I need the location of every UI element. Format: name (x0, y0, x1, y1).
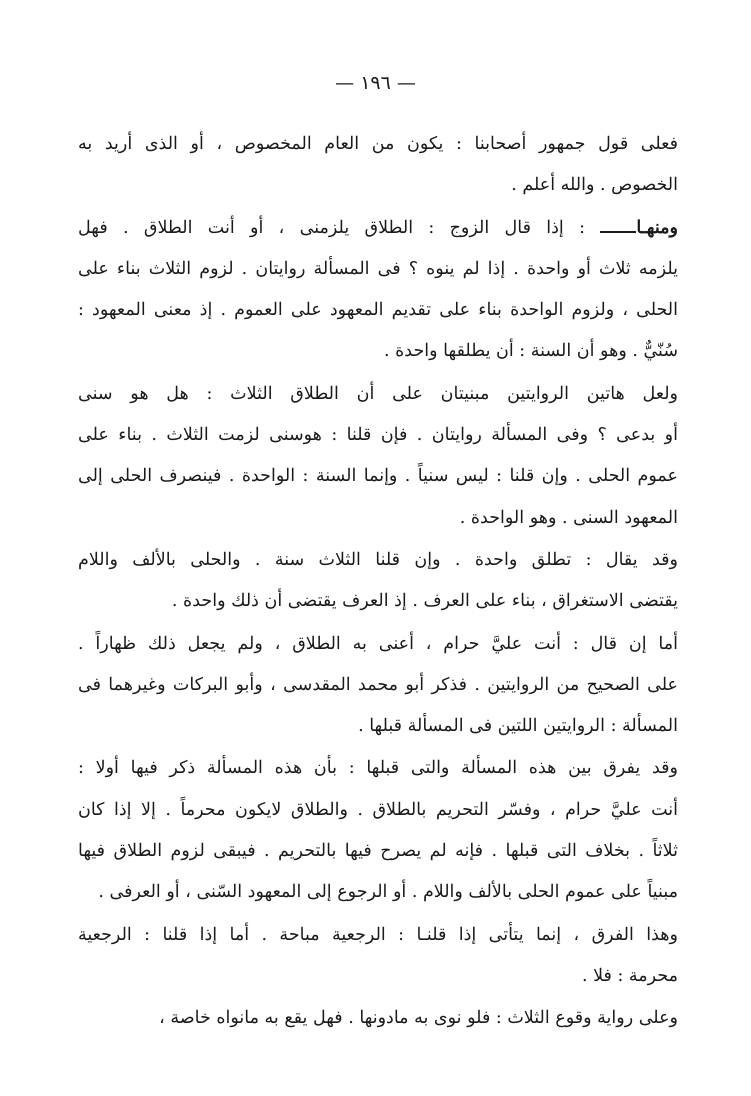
text-line: أنت عليَّ حرام ، وفسّر التحريم بالطلاق . والطلاق لايكون محرماً . إلا إذا كان (78, 799, 678, 820)
text-line: أما إن قال : أنت عليَّ حرام ، أعنى به الطلاق ، ولم يجعل ذلك ظهاراً . (78, 633, 678, 654)
page-number: — ١٩٦ — (335, 72, 416, 94)
text-line: محرمة : فلا . (581, 965, 678, 986)
paragraph (78, 624, 678, 749)
text-line: يلزمه ثلاث أو واحدة . إذا لم ينوه ؟ فى المسألة روايتان . لزوم الثلاث بناء على (78, 258, 678, 279)
paragraph (78, 998, 678, 1040)
paragraph (78, 748, 678, 914)
text-line: وقد يقال : تطلق واحدة . وإن قلنا الثلاث سنة . والحلى بالألف واللام (78, 549, 678, 570)
text-line: مبنياً على عموم الحلى بالألف واللام . أو الرجوع إلى المعهود السّنى ، أو العرفى . (98, 882, 678, 903)
text-line: وهذا الفرق ، إنما يتأتى إذا قلنـا : الرجعية مباحة . أما إذا قلنا : الرجعية (78, 924, 678, 945)
section-heading-word: ومنهـا (636, 217, 678, 238)
paragraph (78, 208, 678, 374)
text-line: سُنّيٌّ . وهو أن السنة : أن يطلقها واحدة . (384, 341, 678, 362)
paragraph (78, 540, 678, 624)
text-line: ولعل هاتين الروايتين مبنيتان على أن الطلاق الثلاث : هل هو سنى (78, 383, 678, 404)
text-line-rest: : إذا قال الزوج : الطلاق يلزمنى ، أو أنت الطلاق . فهل (78, 217, 586, 238)
text-line: المسألة : الروايتين اللتين فى المسألة قبلها . (358, 716, 678, 737)
text-line: يقتضى الاستغراق ، بناء على العرف . إذ العرف يقتضى أن ذلك واحدة . (171, 591, 678, 612)
text-line: فعلى قول جمهور أصحابنا : يكون من العام المخصوص ، أو الذى أريد به (78, 134, 678, 154)
body-text (78, 124, 678, 1041)
text-line: ثلاثاً . بخلاف التى قبلها . فإنه لم يصرح فيها بالتحريم . فيبقى لزوم الطلاق فيها (78, 841, 678, 862)
text-line: أو بدعى ؟ وفى المسألة روايتان . فإن قلنا : هوسنى لزمت الثلاث . بناء على (78, 425, 678, 446)
text-line: المعهود السنى . وهو الواحدة . (459, 507, 678, 528)
heading-underline (600, 223, 636, 233)
paragraph (78, 374, 678, 540)
text-line: عموم الحلى . وإن قلنا : ليس سنياً . وإنما السنة : الواحدة . فينصرف الحلى إلى (78, 466, 678, 487)
text-line: الحلى ، ولزوم الواحدة بناء على تقديم المعهود على العموم . إذ معنى المعهود : (78, 300, 678, 321)
text-line: وعلى رواية وقوع الثلاث : فلو نوى به مادونها . فهل يقع به مانواه خاصة ، (159, 1008, 678, 1029)
paragraph (78, 915, 678, 999)
paragraph (78, 124, 678, 208)
text-line: الخصوص . والله أعلم . (511, 175, 678, 196)
text-line: على الصحيح من الروايتين . فذكر أبو محمد المقدسى ، وأبو البركات وغيرهما فى (78, 674, 678, 695)
text-line (78, 208, 678, 249)
text-line: وقد يفرق بين هذه المسألة والتى قبلها : بأن هذه المسألة ذكر فيها أولا : (78, 758, 678, 779)
